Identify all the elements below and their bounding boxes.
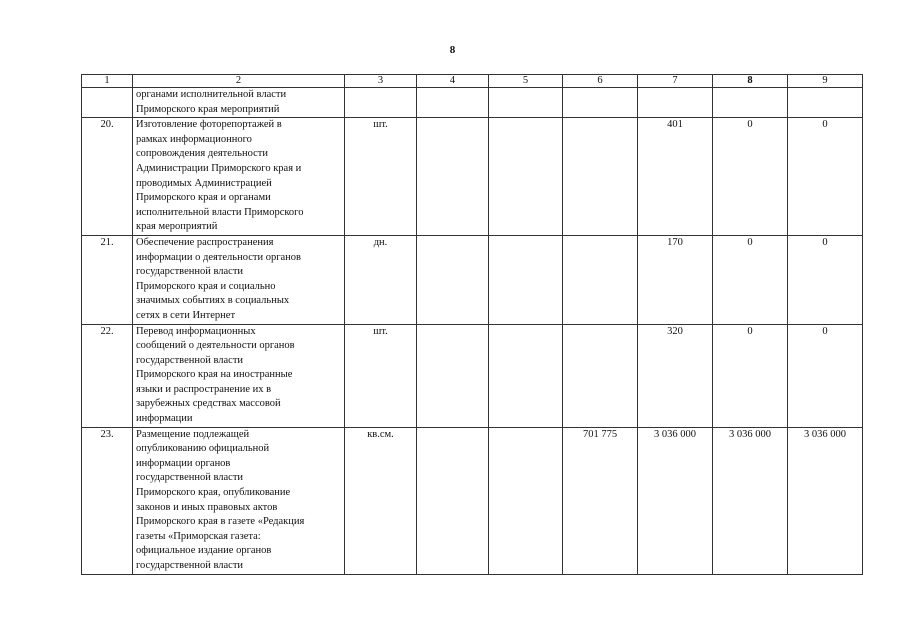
value-cell: 401 [638,118,713,236]
value-cell [417,427,489,574]
unit-cell: кв.см. [345,427,417,574]
header-cell: 4 [417,75,489,88]
unit-cell: дн. [345,235,417,324]
header-cell: 5 [489,75,563,88]
row-number: 21. [82,235,133,324]
value-cell: 0 [788,235,863,324]
description-line: опубликованию официальной [136,443,270,455]
description-line: газеты «Приморская газета: [136,530,261,542]
description-line: законов и иных правовых актов [136,501,278,513]
description-line: Приморского края на иностранные [136,369,293,381]
description-line: сетях в сети Интернет [136,309,236,321]
unit-cell [345,88,417,118]
header-cell: 3 [345,75,417,88]
row-description [133,118,345,236]
value-cell [417,324,489,427]
row-number: 23. [82,427,133,574]
value-cell [489,324,563,427]
value-cell: 170 [638,235,713,324]
table-body [82,75,863,575]
description-line: проводимых Администрацией [136,177,272,189]
row-description [133,324,345,427]
description-line: государственной власти [136,266,244,278]
header-cell: 7 [638,75,713,88]
description-line: государственной власти [136,354,244,366]
page-number: 8 [449,44,456,56]
description-line: Приморского края, опубликование [136,487,291,499]
description-line: сопровождения деятельности [136,148,268,160]
description-line: значимых событиях в социальных [136,295,290,307]
description-line: Приморского края мероприятий [136,103,280,115]
budget-table [81,74,863,575]
row-description [133,88,345,118]
row-description [133,427,345,574]
value-cell [417,235,489,324]
value-cell: 3 036 000 [638,427,713,574]
value-cell [489,88,563,118]
value-cell: 320 [638,324,713,427]
description-line: рамках информационного [136,133,252,145]
header-cell: 6 [563,75,638,88]
table-row [82,88,863,118]
description-line: Обеспечение распространения [136,236,274,248]
value-cell [713,88,788,118]
header-cell: 8 [713,75,788,88]
description-line: органами исполнительной власти [136,89,287,100]
description-line: Перевод информационных [136,325,256,337]
value-cell: 0 [788,324,863,427]
description-line: Приморского края и социально [136,280,276,292]
row-description [133,235,345,324]
value-cell [489,235,563,324]
value-cell: 3 036 000 [788,427,863,574]
header-row [82,75,863,88]
row-number [82,88,133,118]
value-cell [788,88,863,118]
unit-cell: шт. [345,118,417,236]
table-row [82,324,863,427]
description-line: Администрации Приморского края и [136,162,302,174]
value-cell [638,88,713,118]
value-cell: 701 775 [563,427,638,574]
table-row [82,427,863,574]
description-line: Приморского края в газете «Редакция [136,516,305,528]
description-line: сообщений о деятельности органов [136,340,295,352]
description-line: государственной власти [136,560,244,571]
value-cell [563,88,638,118]
description-line: языки и распространение их в [136,383,272,395]
row-number: 22. [82,324,133,427]
value-cell: 0 [713,235,788,324]
value-cell [417,118,489,236]
header-cell: 2 [133,75,345,88]
table-row [82,235,863,324]
value-cell [563,118,638,236]
description-line: Размещение подлежащей [136,428,250,440]
header-cell: 1 [82,75,133,88]
description-line: официальное издание органов [136,545,272,557]
description-line: края мероприятий [136,221,218,233]
value-cell [563,324,638,427]
description-line: информации органов [136,457,231,469]
table-row [82,118,863,236]
value-cell: 0 [713,324,788,427]
description-line: зарубежных средствах массовой [136,398,281,410]
header-cell: 9 [788,75,863,88]
row-number: 20. [82,118,133,236]
description-line: исполнительной власти Приморского [136,206,304,218]
description-line: Изготовление фоторепортажей в [136,119,282,131]
value-cell: 0 [713,118,788,236]
description-line: информации [136,413,193,425]
value-cell [489,118,563,236]
description-line: государственной власти [136,472,244,484]
value-cell [489,427,563,574]
value-cell: 3 036 000 [713,427,788,574]
description-line: Приморского края и органами [136,192,271,204]
value-cell: 0 [788,118,863,236]
unit-cell: шт. [345,324,417,427]
description-line: информации о деятельности органов [136,251,302,263]
value-cell [417,88,489,118]
value-cell [563,235,638,324]
